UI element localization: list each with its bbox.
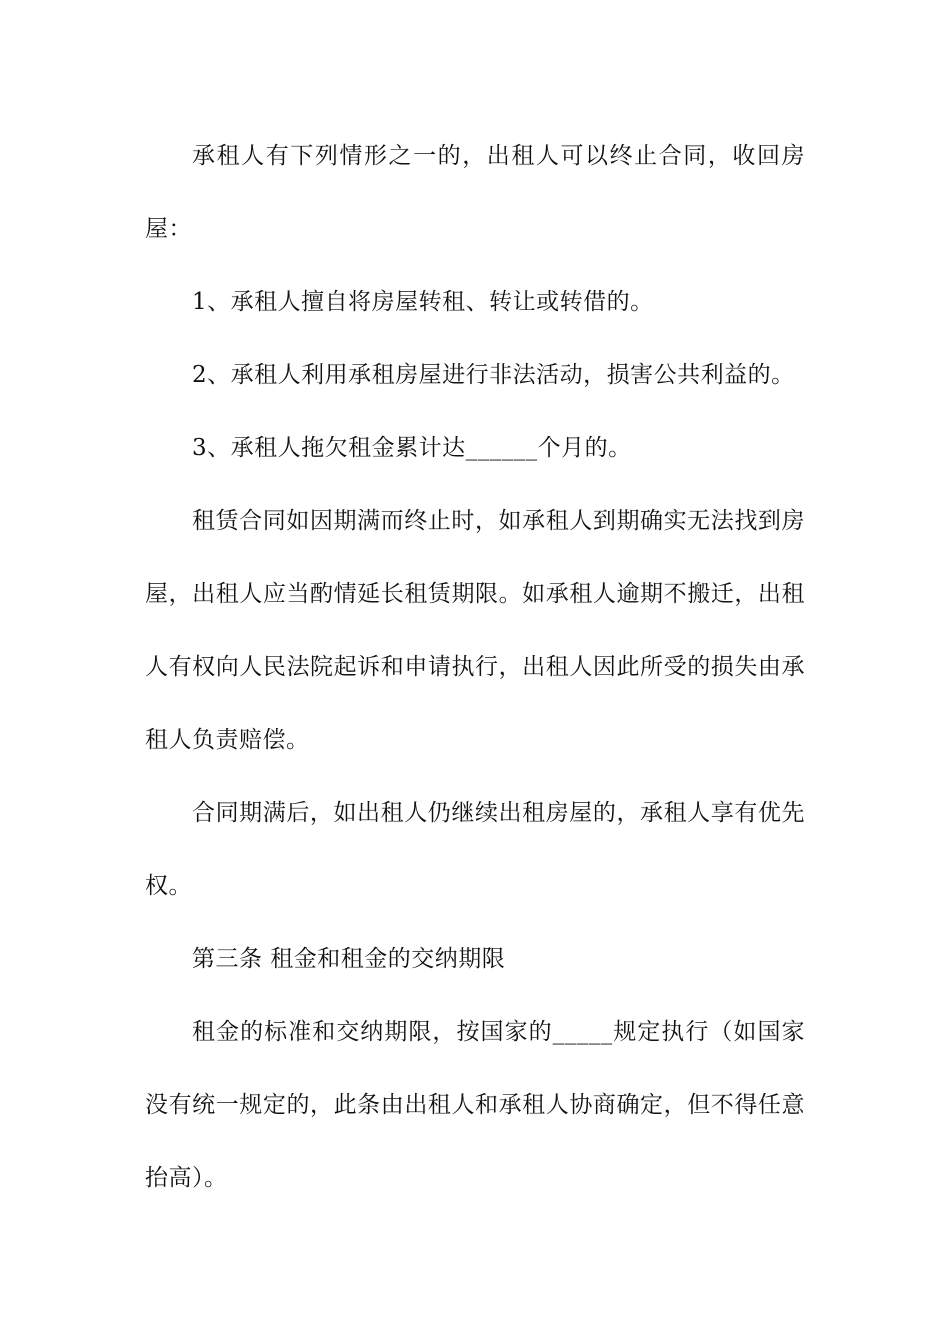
paragraph-lease-expiry: 租赁合同如因期满而终止时，如承租人到期确实无法找到房屋，出租人应当酌情延长租赁期限。如承租人逾期不搬迁，出租人有权向人民法院起诉和申请执行，出租人因此所受的损失由承租人负责赔偿。 [145,508,805,753]
paragraph-condition-3: 3、承租人拖欠租金累计达______个月的。 [192,435,632,461]
paragraph-condition-1: 1、承租人擅自将房屋转租、转让或转借的。 [192,289,654,315]
article-3-heading: 第三条 租金和租金的交纳期限 [192,946,506,972]
paragraph-termination-conditions: 承租人有下列情形之一的，出租人可以终止合同，收回房屋： [145,143,805,242]
paragraph-priority-right: 合同期满后，如出租人仍继续出租房屋的，承租人享有优先权。 [145,800,805,899]
paragraph-condition-2: 2、承租人利用承租房屋进行非法活动，损害公共利益的。 [192,362,795,388]
document-body [145,120,805,1215]
paragraph-rent-terms: 租金的标准和交纳期限，按国家的_____规定执行（如国家没有统一规定的，此条由出租人和承租人协商确定，但不得任意抬高）。 [145,1019,805,1191]
